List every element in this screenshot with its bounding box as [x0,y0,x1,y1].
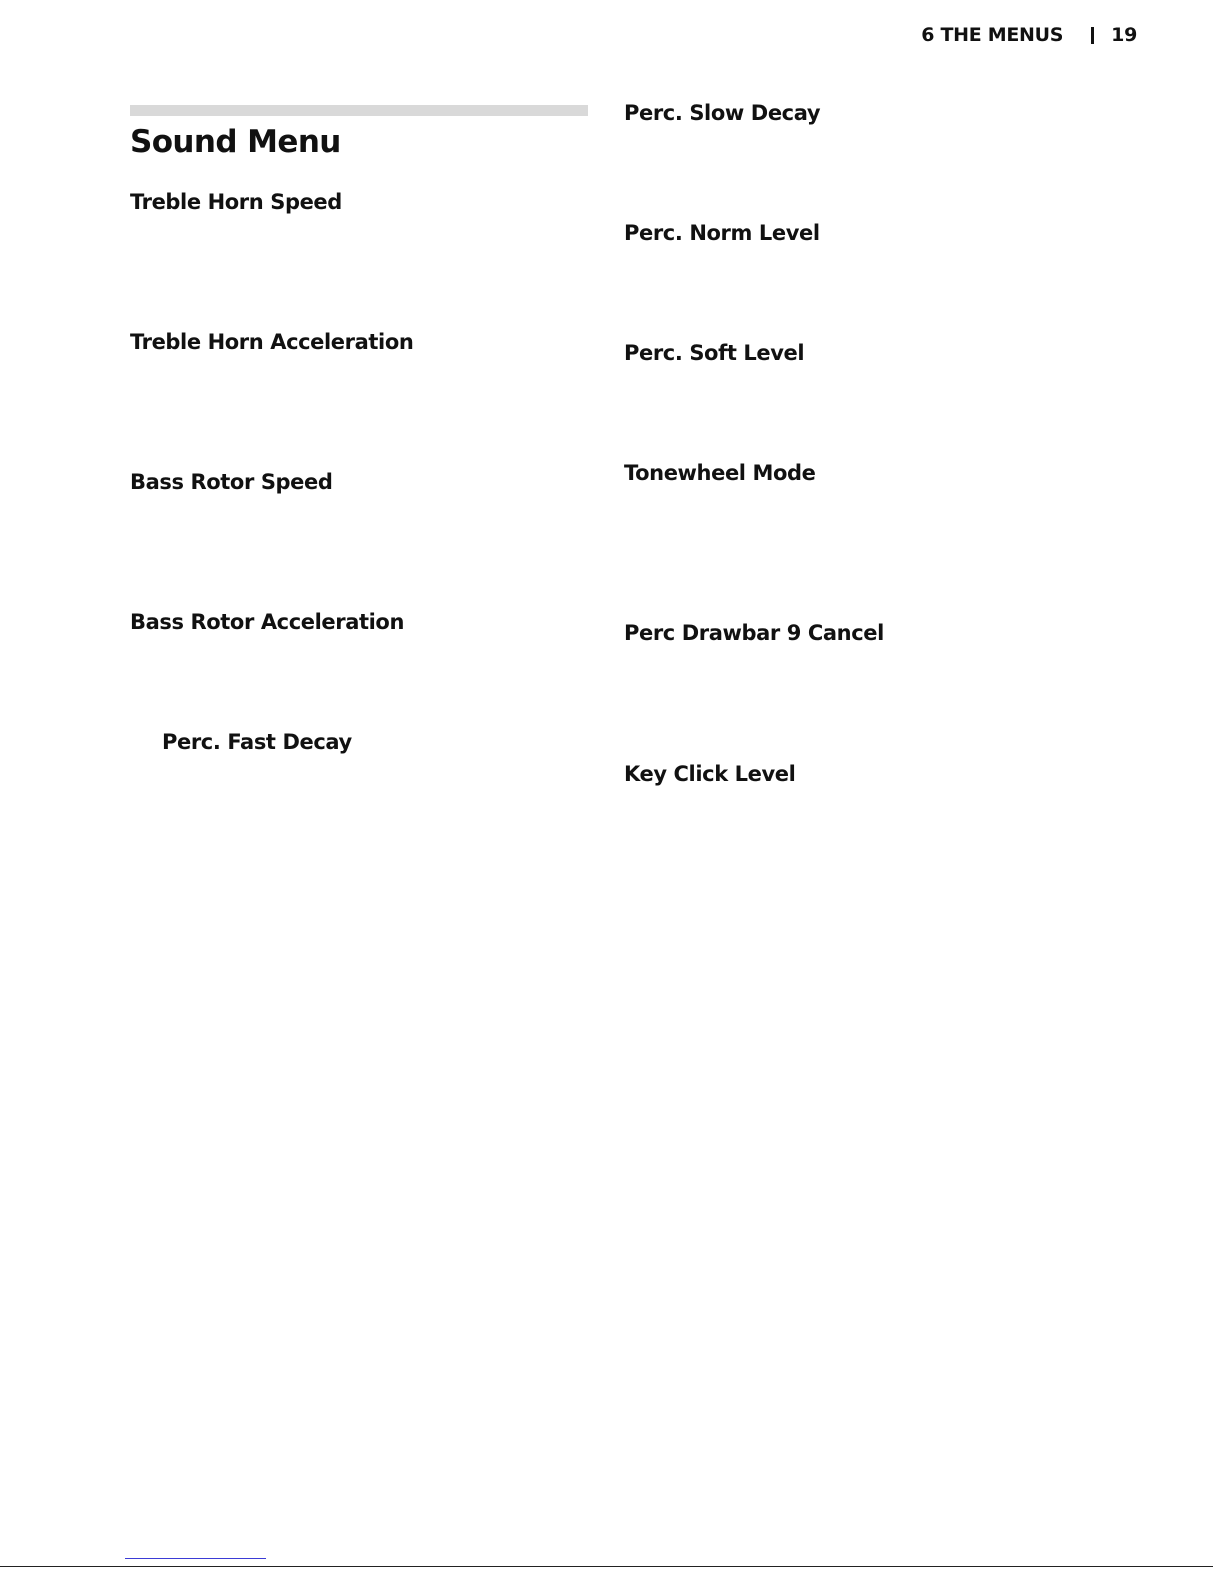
section-rule [130,105,588,116]
param-tonewheel-mode: Tonewheel Mode [624,461,816,485]
header-separator [1091,27,1094,44]
page-number: 19 [1111,24,1137,46]
footer-link-line [125,1558,266,1559]
footer-rule [0,1566,1213,1567]
param-treble-horn-acceleration: Treble Horn Acceleration [130,330,414,354]
running-header [921,24,1137,46]
param-bass-rotor-acceleration: Bass Rotor Acceleration [130,610,404,634]
param-bass-rotor-speed: Bass Rotor Speed [130,470,333,494]
param-perc-drawbar-9-cancel: Perc Drawbar 9 Cancel [624,621,884,645]
param-treble-horn-speed: Treble Horn Speed [130,190,342,214]
section-title: Sound Menu [130,124,341,160]
chapter-title: 6 THE MENUS [921,24,1064,46]
param-perc-fast-decay: Perc. Fast Decay [162,730,352,754]
param-perc-norm-level: Perc. Norm Level [624,221,820,245]
param-key-click-level: Key Click Level [624,762,796,786]
param-perc-soft-level: Perc. Soft Level [624,341,805,365]
param-perc-slow-decay: Perc. Slow Decay [624,101,821,125]
